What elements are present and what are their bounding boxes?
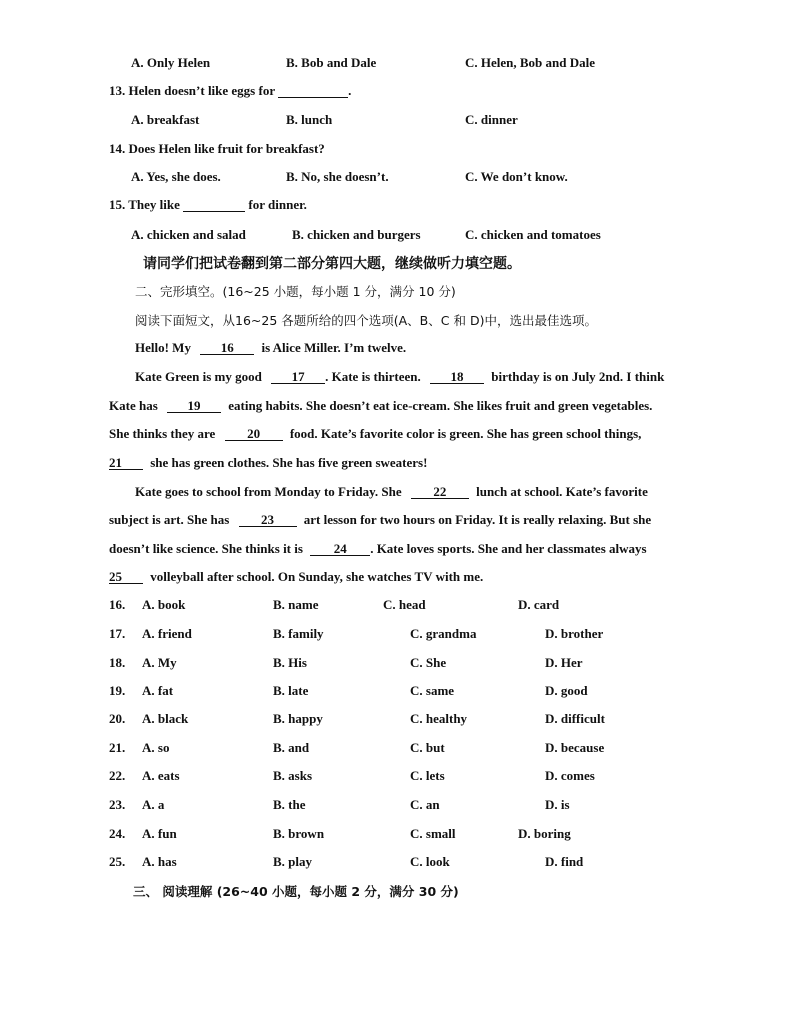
option-b: B. brown [273, 826, 325, 841]
passage-text: She thinks they are [109, 426, 216, 441]
passage-line [135, 369, 664, 385]
option-d: D. because [545, 740, 605, 755]
passage-text: Hello! My [135, 340, 191, 355]
option-d: D. find [545, 854, 584, 869]
option-number: 25. [109, 854, 126, 869]
option-row [0, 768, 794, 786]
option-c: C. same [410, 683, 455, 698]
option-d: D. difficult [545, 711, 605, 726]
cloze-instruction: 阅读下面短文，从16~25 各题所给的四个选项(A、B、C 和 D)中，选出最佳选项。 [135, 313, 597, 328]
blank-18: 18 [430, 370, 484, 384]
blank-16: 16 [200, 341, 254, 355]
option-row [0, 626, 794, 644]
passage-line [135, 340, 406, 356]
option-row [0, 740, 794, 758]
passage-text: she has green clothes. She has five green sweaters! [150, 455, 428, 470]
passage-text: Kate goes to school from Monday to Friday. She [135, 484, 402, 499]
blank-17: 17 [271, 370, 325, 384]
option-a: A. My [142, 655, 177, 670]
option-row [0, 826, 794, 844]
passage-text: lunch at school. Kate’s favorite [476, 484, 648, 499]
option-c: C. grandma [410, 626, 477, 641]
option-a: A. a [142, 797, 165, 812]
notice-text: 请同学们把试卷翻到第二部分第四大题，继续做听力填空题。 [143, 256, 521, 272]
blank-19: 19 [167, 399, 221, 413]
option-b: B. and [273, 740, 310, 755]
passage-text: birthday is on July 2nd. I think [491, 369, 665, 384]
passage-line [109, 426, 641, 442]
option-row [0, 854, 794, 872]
q12-option-a: A. Only Helen [131, 55, 211, 70]
option-c: C. small [410, 826, 456, 841]
option-c: C. look [410, 854, 450, 869]
q14-option-b: B. No, she doesn’t. [286, 169, 389, 184]
option-number: 19. [109, 683, 126, 698]
question-13 [109, 83, 351, 99]
option-c: C. She [410, 655, 447, 670]
option-b: B. family [273, 626, 324, 641]
passage-text: art lesson for two hours on Friday. It is really relaxing. But she [303, 512, 652, 527]
blank-23: 23 [239, 513, 297, 527]
option-c: C. but [410, 740, 445, 755]
passage-line [109, 541, 647, 557]
blank-21: 21 [109, 456, 143, 470]
passage-line [135, 484, 648, 500]
passage-text: volleyball after school. On Sunday, she watches TV with me. [150, 569, 484, 584]
option-row [0, 655, 794, 673]
q13-prefix: 13. Helen doesn’t like eggs for [109, 83, 275, 98]
option-d: D. comes [545, 768, 595, 783]
cloze-heading: 二、完形填空。(16~25 小题，每小题 1 分，满分 10 分) [135, 284, 456, 299]
q12-option-c: C. Helen, Bob and Dale [465, 55, 596, 70]
q12-option-b: B. Bob and Dale [286, 55, 377, 70]
option-b: B. His [273, 655, 307, 670]
option-a: A. fat [142, 683, 174, 698]
option-row [0, 597, 794, 615]
option-d: D. good [545, 683, 588, 698]
option-d: D. boring [518, 826, 571, 841]
q13-option-c: C. dinner [465, 112, 518, 127]
q13-blank [278, 84, 348, 98]
option-number: 16. [109, 597, 126, 612]
option-a: A. friend [142, 626, 192, 641]
option-b: B. asks [273, 768, 313, 783]
option-b: B. the [273, 797, 306, 812]
option-a: A. fun [142, 826, 177, 841]
passage-line [109, 569, 483, 585]
passage-text: eating habits. She doesn’t eat ice-cream. She likes fruit and green vegetables. [228, 398, 653, 413]
q13-option-b: B. lunch [286, 112, 333, 127]
option-number: 18. [109, 655, 126, 670]
option-a: A. has [142, 854, 177, 869]
q15-suffix: for dinner. [248, 197, 307, 212]
reading-heading: 三、 阅读理解 (26~40 小题，每小题 2 分，满分 30 分) [133, 884, 459, 899]
passage-line [109, 512, 651, 528]
passage-text: . Kate is thirteen. [325, 369, 421, 384]
option-number: 23. [109, 797, 126, 812]
option-row [0, 711, 794, 729]
q13-suffix: . [348, 83, 352, 98]
option-a: A. book [142, 597, 186, 612]
option-b: B. name [273, 597, 319, 612]
passage-line [109, 398, 652, 414]
passage-text: . Kate loves sports. She and her classmates always [370, 541, 647, 556]
option-b: B. happy [273, 711, 323, 726]
option-row [0, 797, 794, 815]
passage-text: doesn’t like science. She thinks it is [109, 541, 303, 556]
q15-option-a: A. chicken and salad [131, 227, 246, 242]
passage-text: Kate has [109, 398, 158, 413]
passage-line [109, 455, 427, 471]
q15-option-c: C. chicken and tomatoes [465, 227, 601, 242]
option-c: C. an [410, 797, 440, 812]
q15-blank [183, 198, 245, 212]
option-b: B. late [273, 683, 309, 698]
option-d: D. is [545, 797, 570, 812]
q15-option-b: B. chicken and burgers [292, 227, 421, 242]
blank-25: 25 [109, 570, 143, 584]
option-d: D. Her [545, 655, 583, 670]
q15-prefix: 15. They like [109, 197, 180, 212]
question-15 [109, 197, 307, 213]
passage-text: food. Kate’s favorite color is green. She has green school things, [289, 426, 642, 441]
option-c: C. lets [410, 768, 445, 783]
blank-22: 22 [411, 485, 469, 499]
option-c: C. healthy [410, 711, 468, 726]
option-number: 20. [109, 711, 126, 726]
option-d: D. brother [545, 626, 604, 641]
option-row [0, 683, 794, 701]
passage-text: Kate Green is my good [135, 369, 262, 384]
option-number: 24. [109, 826, 126, 841]
option-a: A. eats [142, 768, 180, 783]
q14-option-a: A. Yes, she does. [131, 169, 221, 184]
blank-20: 20 [225, 427, 283, 441]
passage-text: is Alice Miller. I’m twelve. [261, 340, 407, 355]
passage-text: subject is art. She has [109, 512, 230, 527]
option-a: A. black [142, 711, 189, 726]
blank-24: 24 [310, 542, 370, 556]
option-a: A. so [142, 740, 170, 755]
option-number: 21. [109, 740, 126, 755]
option-number: 17. [109, 626, 126, 641]
option-b: B. play [273, 854, 313, 869]
option-c: C. head [383, 597, 426, 612]
q13-option-a: A. breakfast [131, 112, 200, 127]
q14-option-c: C. We don’t know. [465, 169, 568, 184]
option-d: D. card [518, 597, 560, 612]
option-number: 22. [109, 768, 126, 783]
question-14: 14. Does Helen like fruit for breakfast? [109, 141, 325, 156]
